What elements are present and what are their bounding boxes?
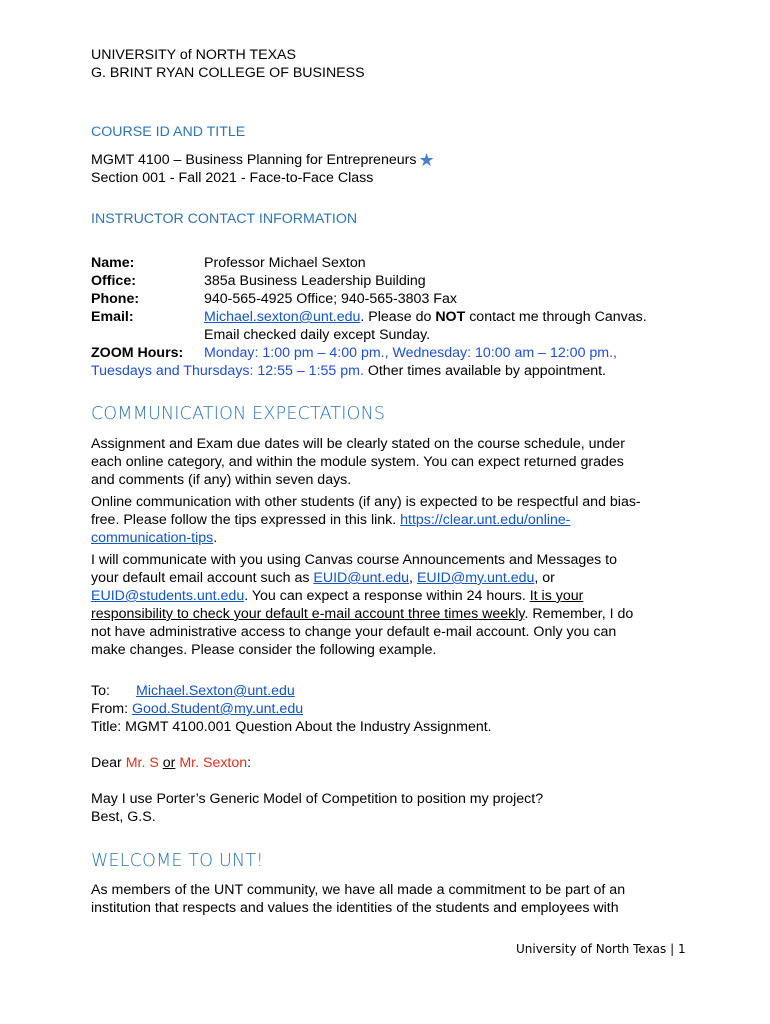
p3-line: not have administrative access to change your default e-mail account. Only you can xyxy=(91,624,617,640)
name-option-1: Mr. S xyxy=(125,755,159,771)
responsibility-underline: responsibility to check your default e-mail account three times weekly xyxy=(91,606,525,622)
email-note-2: Email checked daily except Sunday. xyxy=(204,327,431,343)
communication-body xyxy=(91,435,641,659)
online-tips-link-cont[interactable]: communication-tips xyxy=(91,530,214,546)
office-label: Office: xyxy=(91,273,136,289)
p3-line: your default email account such as xyxy=(91,570,314,586)
name-label: Name: xyxy=(91,255,135,271)
separator: , or xyxy=(534,570,555,586)
instructor-office: 385a Business Leadership Building xyxy=(204,273,426,289)
email-label: Email: xyxy=(91,309,134,325)
dear-text: Dear xyxy=(91,755,126,771)
salutation xyxy=(91,754,251,772)
course-title: MGMT 4100 – Business Planning for Entrepreneurs xyxy=(91,152,417,168)
responsibility-underline: It is your xyxy=(529,588,584,604)
p3-line: . You can expect a response within 24 hours. xyxy=(244,588,530,604)
example-title: MGMT 4100.001 Question About the Industry Assignment. xyxy=(125,719,492,735)
to-email-link[interactable]: Michael.Sexton@unt.edu xyxy=(136,683,295,699)
p2-end: . xyxy=(213,530,218,546)
p1-line: each online category, and within the module system. You can expect returned grades xyxy=(91,454,624,470)
example-signature: Best, G.S. xyxy=(91,809,156,825)
email-note-a: . Please do xyxy=(360,309,436,325)
p2-line: Online communication with other students (if any) is expected to be respectful and bias- xyxy=(91,494,641,510)
communication-heading: COMMUNICATION EXPECTATIONS xyxy=(91,404,386,424)
course-section: Section 001 - Fall 2021 - Face-to-Face Class xyxy=(91,170,374,186)
instructor-heading: INSTRUCTOR CONTACT INFORMATION xyxy=(91,211,358,227)
title-label: Title: xyxy=(91,719,122,735)
p1-line: Assignment and Exam due dates will be clearly stated on the course schedule, under xyxy=(91,436,625,452)
euid-unt-link[interactable]: EUID@unt.edu xyxy=(313,570,410,586)
zoom-other: Other times available by appointment. xyxy=(363,363,606,379)
welcome-line: As members of the UNT community, we have all made a commitment to be part of an xyxy=(91,882,626,898)
document-header xyxy=(91,46,365,82)
instructor-info xyxy=(91,254,647,380)
p1-line: and comments (if any) within seven days. xyxy=(91,472,352,488)
euid-my-unt-link[interactable]: EUID@my.unt.edu xyxy=(416,570,535,586)
instructor-name: Professor Michael Sexton xyxy=(204,255,366,271)
instructor-email-link[interactable]: Michael.sexton@unt.edu xyxy=(204,309,361,325)
example-body xyxy=(91,790,543,826)
separator: , xyxy=(409,570,417,586)
online-tips-link[interactable]: https://clear.unt.edu/online- xyxy=(400,512,571,528)
zoom-hours-1: Monday: 1:00 pm – 4:00 pm., Wednesday: 10:00 am – 12:00 pm., xyxy=(204,345,617,361)
euid-students-link[interactable]: EUID@students.unt.edu xyxy=(91,588,245,604)
course-heading: COURSE ID AND TITLE xyxy=(91,124,246,140)
to-label: To: xyxy=(91,683,110,699)
instructor-phone: 940-565-4925 Office; 940-565-3803 Fax xyxy=(204,291,457,307)
email-example xyxy=(91,682,492,736)
p3-line: . Remember, I do xyxy=(524,606,634,622)
welcome-body xyxy=(91,881,625,917)
email-note-b: contact me through Canvas. xyxy=(465,309,647,325)
communication-paragraph-1 xyxy=(91,435,641,489)
example-question: May I use Porter’s Generic Model of Competition to position my project? xyxy=(91,791,544,807)
p2-line: free. Please follow the tips expressed in this link. xyxy=(91,512,401,528)
zoom-hours-2: Tuesdays and Thursdays: 12:55 – 1:55 pm. xyxy=(91,363,364,379)
from-email-link[interactable]: Good.Student@my.unt.edu xyxy=(132,701,304,717)
communication-paragraph-3 xyxy=(91,551,641,659)
course-info xyxy=(91,149,435,187)
zoom-label: ZOOM Hours: xyxy=(91,345,184,361)
p3-line: I will communicate with you using Canvas course Announcements and Messages to xyxy=(91,552,617,568)
welcome-heading: WELCOME TO UNT! xyxy=(91,851,264,871)
college-name: G. BRINT RYAN COLLEGE OF BUSINESS xyxy=(91,65,365,81)
communication-paragraph-2 xyxy=(91,493,641,547)
name-option-2: Mr. Sexton xyxy=(179,755,248,771)
colon: : xyxy=(247,755,252,771)
welcome-line: institution that respects and values the identities of the students and employees with xyxy=(91,900,619,916)
p3-line: make changes. Please consider the following example. xyxy=(91,642,437,658)
from-label: From: xyxy=(91,701,129,717)
phone-label: Phone: xyxy=(91,291,140,307)
or-text: or xyxy=(162,755,176,771)
page-footer: University of North Texas | 1 xyxy=(516,942,686,956)
star-icon: ★ xyxy=(418,150,435,170)
email-note-bold: NOT xyxy=(435,309,466,325)
university-name: UNIVERSITY of NORTH TEXAS xyxy=(91,47,296,63)
